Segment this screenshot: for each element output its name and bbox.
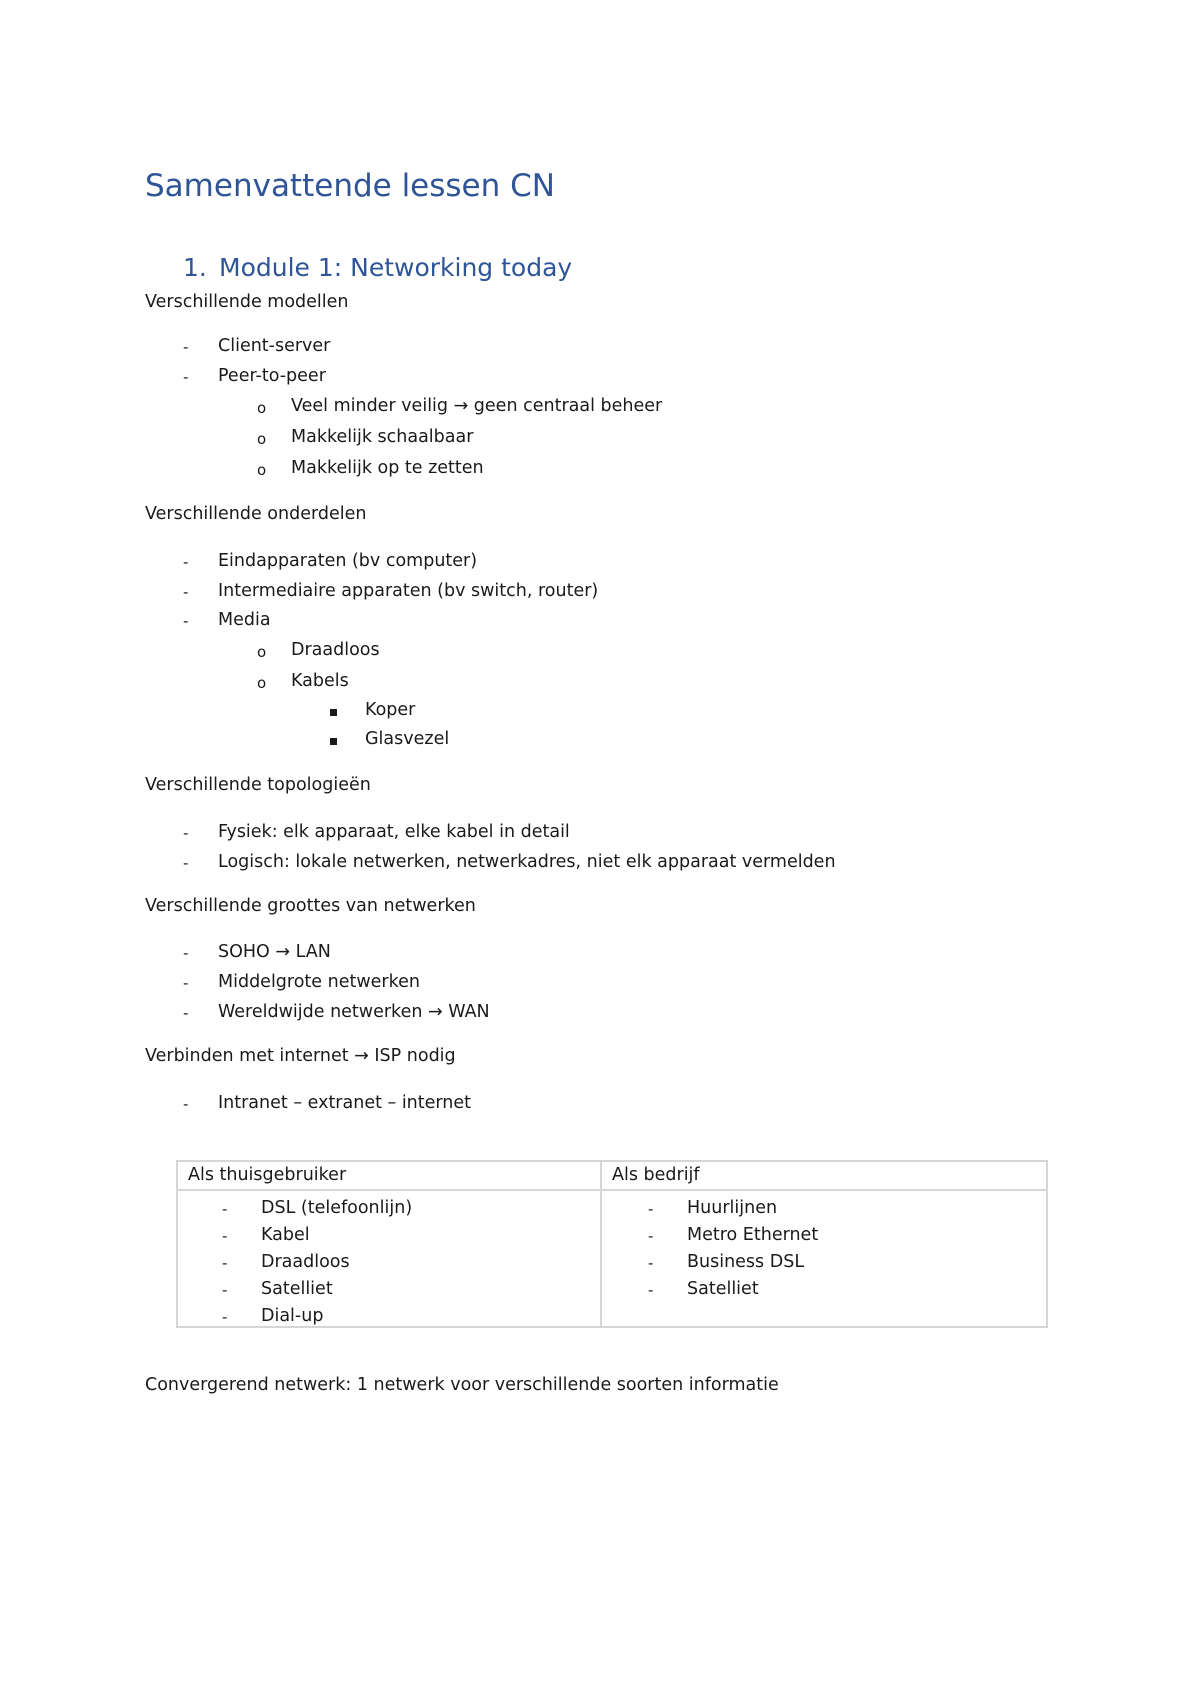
dash-bullet: -: [222, 1281, 228, 1299]
list-item: Koper: [365, 700, 416, 720]
module-number: 1.: [183, 253, 207, 282]
dash-bullet: -: [183, 1004, 189, 1022]
table-list-item: Business DSL: [687, 1252, 805, 1272]
dash-bullet: -: [222, 1308, 228, 1326]
table-header-home: Als thuisgebruiker: [177, 1161, 601, 1190]
list-item: Intermediaire apparaten (bv switch, router): [218, 581, 599, 601]
dash-bullet: -: [183, 583, 189, 601]
circle-bullet: o: [257, 461, 267, 479]
circle-bullet: o: [257, 430, 267, 448]
list-item: Makkelijk op te zetten: [291, 458, 484, 478]
dash-bullet: -: [183, 974, 189, 992]
list-item: Fysiek: elk apparaat, elke kabel in detail: [218, 822, 570, 842]
list-item: Middelgrote netwerken: [218, 972, 420, 992]
dash-bullet: -: [222, 1200, 228, 1218]
list-item: Media: [218, 610, 271, 630]
table-list-item: Kabel: [261, 1225, 310, 1245]
table-cell-home: [177, 1190, 601, 1327]
dash-bullet: -: [183, 854, 189, 872]
section-label-internet: Verbinden met internet → ISP nodig: [145, 1046, 456, 1066]
dash-bullet: -: [648, 1281, 654, 1299]
square-bullet: [330, 709, 337, 716]
dash-bullet: -: [183, 553, 189, 571]
circle-bullet: o: [257, 674, 267, 692]
table-header-row: [177, 1161, 1047, 1190]
table-body-row: [177, 1190, 1047, 1327]
list-item: Kabels: [291, 671, 349, 691]
table-list-item: Metro Ethernet: [687, 1225, 819, 1245]
list-item: Draadloos: [291, 640, 380, 660]
dash-bullet: -: [222, 1254, 228, 1272]
section-label-topologieen: Verschillende topologieën: [145, 775, 371, 795]
dash-bullet: -: [183, 1095, 189, 1113]
circle-bullet: o: [257, 643, 267, 661]
table-cell-business: [601, 1190, 1047, 1327]
list-item: Eindapparaten (bv computer): [218, 551, 478, 571]
dash-bullet: -: [183, 338, 189, 356]
dash-bullet: -: [183, 612, 189, 630]
dash-bullet: -: [183, 368, 189, 386]
table-list-item: DSL (telefoonlijn): [261, 1198, 413, 1218]
table-list-item: Draadloos: [261, 1252, 350, 1272]
table-header-business: Als bedrijf: [601, 1161, 1047, 1190]
module-heading: Module 1: Networking today: [219, 253, 573, 282]
list-item: Wereldwijde netwerken → WAN: [218, 1002, 490, 1022]
list-item: Glasvezel: [365, 729, 450, 749]
list-item: SOHO → LAN: [218, 942, 331, 962]
document-title: Samenvattende lessen CN: [145, 168, 555, 204]
dash-bullet: -: [648, 1200, 654, 1218]
table-list-item: Huurlijnen: [687, 1198, 778, 1218]
list-item: Peer-to-peer: [218, 366, 326, 386]
table-list-item: Satelliet: [261, 1279, 333, 1299]
dash-bullet: -: [183, 944, 189, 962]
section-label-onderdelen: Verschillende onderdelen: [145, 504, 367, 524]
list-item: Client-server: [218, 336, 331, 356]
dash-bullet: -: [222, 1227, 228, 1245]
dash-bullet: -: [648, 1254, 654, 1272]
circle-bullet: o: [257, 399, 267, 417]
list-item: Intranet – extranet – internet: [218, 1093, 472, 1113]
dash-bullet: -: [648, 1227, 654, 1245]
dash-bullet: -: [183, 824, 189, 842]
table-list-item: Dial-up: [261, 1306, 324, 1326]
section-label-modellen: Verschillende modellen: [145, 292, 349, 312]
table-list-item: Satelliet: [687, 1279, 759, 1299]
list-item: Veel minder veilig → geen centraal beheer: [291, 396, 663, 416]
connection-table: [176, 1160, 1048, 1328]
convergent-network-definition: Convergerend netwerk: 1 netwerk voor verschillende soorten informatie: [145, 1375, 779, 1395]
square-bullet: [330, 738, 337, 745]
list-item: Makkelijk schaalbaar: [291, 427, 474, 447]
list-item: Logisch: lokale netwerken, netwerkadres, niet elk apparaat vermelden: [218, 852, 836, 872]
section-label-groottes: Verschillende groottes van netwerken: [145, 896, 476, 916]
